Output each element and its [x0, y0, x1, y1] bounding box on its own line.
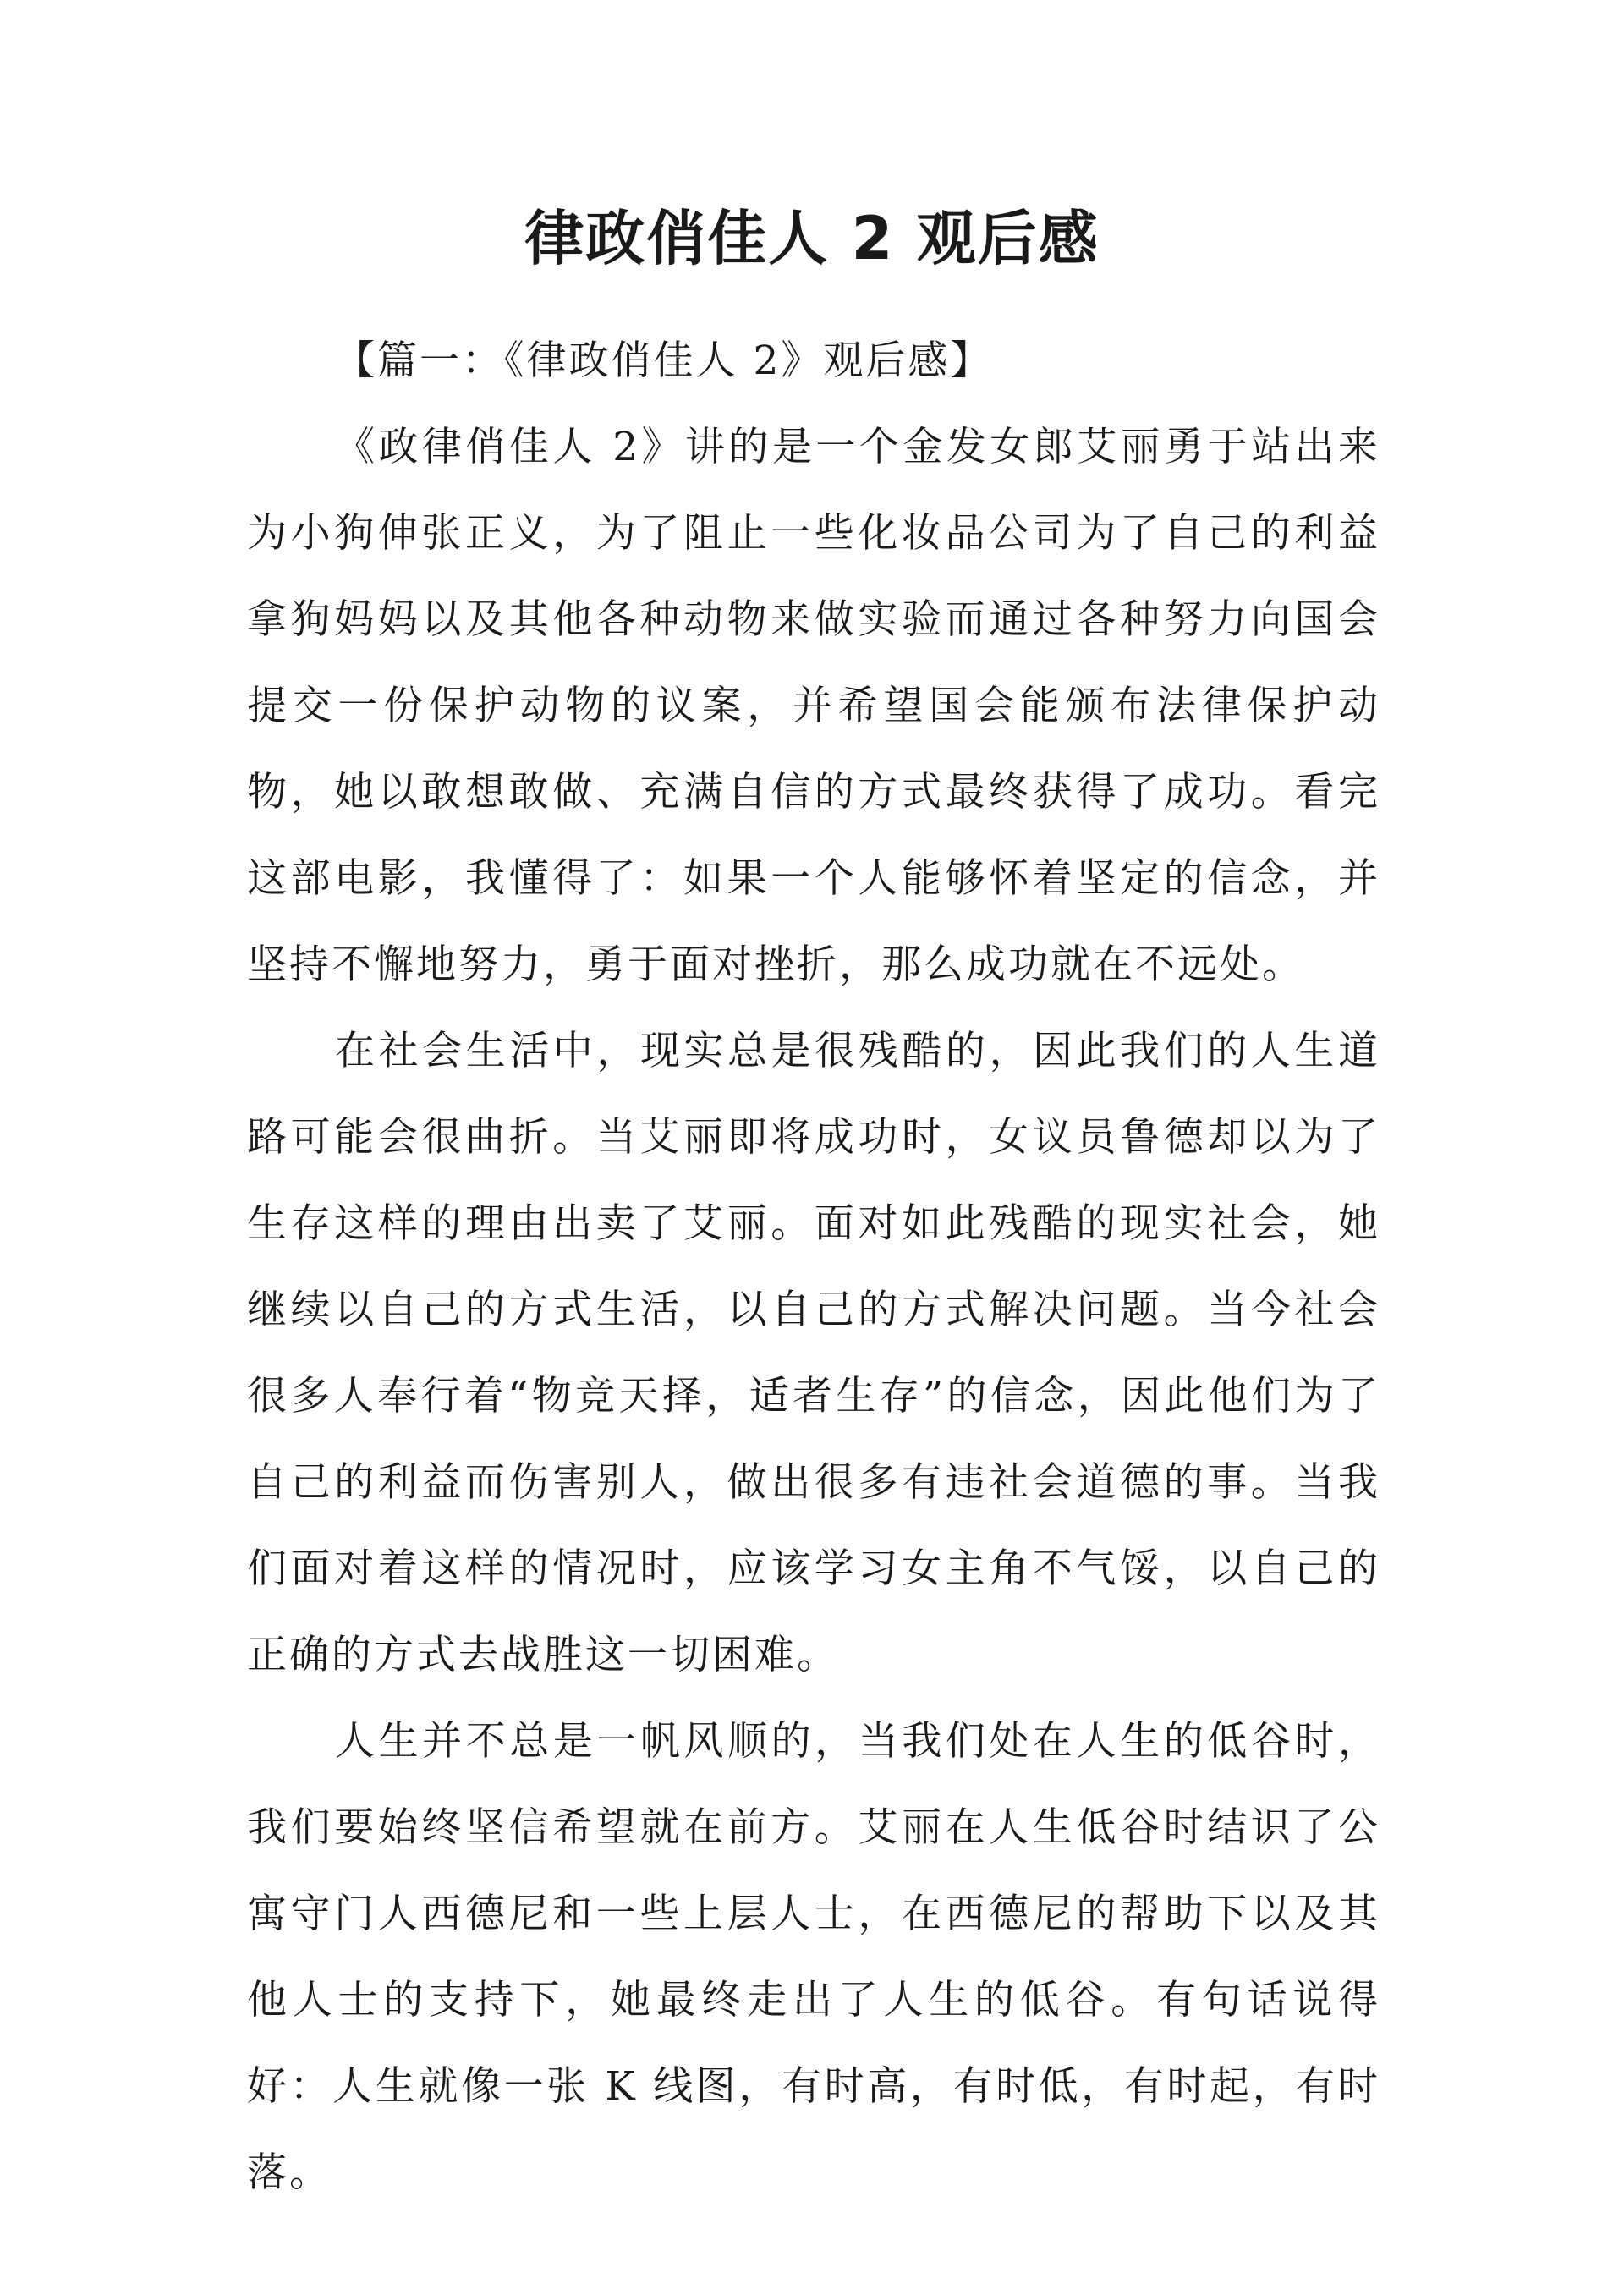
document-title: 律政俏佳人 2 观后感 [524, 204, 1100, 273]
paragraph-3: 人生并不总是一帆风顺的，当我们处在人生的低谷时，我们要始终坚信希望就在前方。艾丽在人生低谷时结识了公寓守门人西德尼和一些上层人士，在西德尼的帮助下以及其他人士的支持下，她最终走出了人生的低谷。有句话说得好：人生就像一张 K 线图，有时高，有时低，有时起，有时落。 [247, 1718, 1380, 2196]
paragraph-1: 《政律俏佳人 2》讲的是一个金发女郎艾丽勇于站出来为小狗伸张正义，为了阻止一些化妆品公司为了自己的利益拿狗妈妈以及其他各种动物来做实验而通过各种努力向国会提交一份保护动物的议案，并希望国会能颁布法律保护动物，她以敢想敢做、充满自信的方式最终获得了成功。看完这部电影，我懂得了：如果一个人能够怀着坚定的信念，并坚持不懈地努力，勇于面对挫折，那么成功就在不远处。 [247, 424, 1380, 988]
document-body [247, 318, 1380, 2216]
paragraph-2: 在社会生活中，现实总是很残酷的，因此我们的人生道路可能会很曲折。当艾丽即将成功时，女议员鲁德却以为了生存这样的理由出卖了艾丽。面对如此残酷的现实社会，她继续以自己的方式生活，以自己的方式解决问题。当今社会很多人奉行着“物竞天择，适者生存”的信念，因此他们为了自己的利益而伤害别人，做出很多有违社会道德的事。当我们面对着这样的情况时，应该学习女主角不气馁，以自己的正确的方式去战胜这一切困难。 [247, 1028, 1380, 1678]
section-heading: 【篇一：《律政俏佳人 2》观后感】 [335, 338, 993, 384]
